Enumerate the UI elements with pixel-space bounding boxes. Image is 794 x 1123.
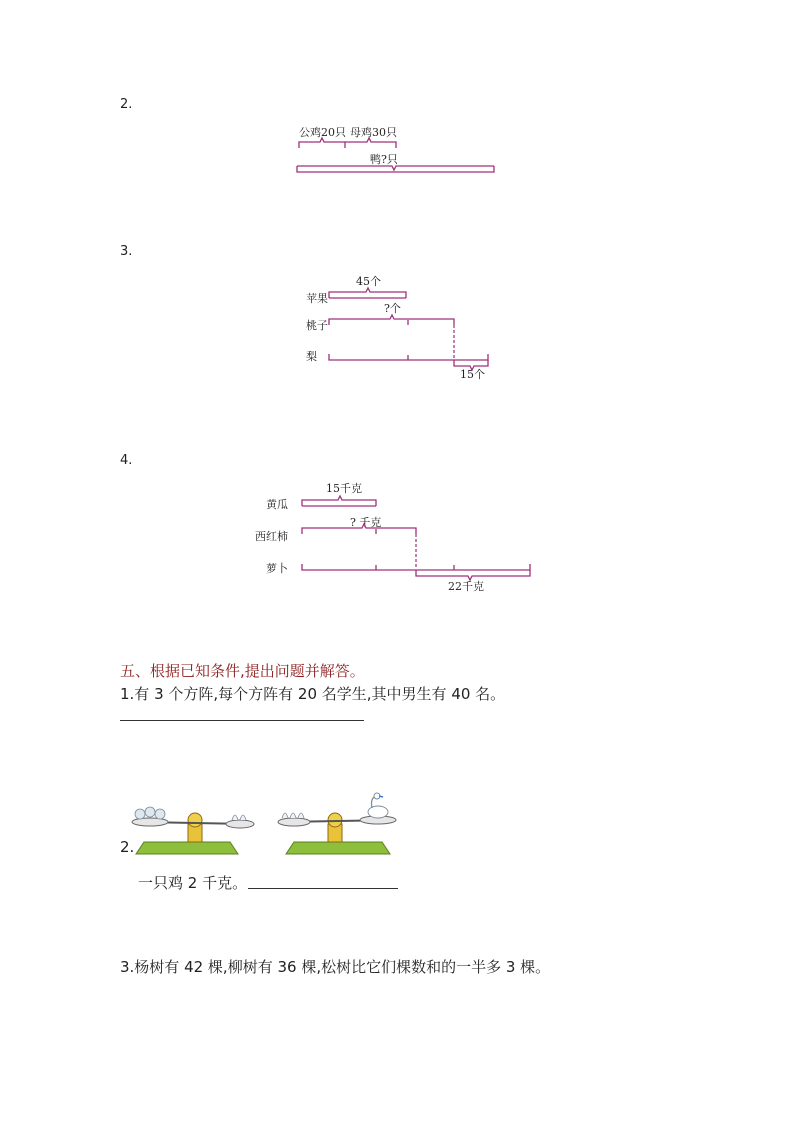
section-5-title: 五、根据已知条件,提出问题并解答。 [120, 662, 365, 680]
question-number-4: 4. [120, 453, 133, 468]
problem-1-answer-line[interactable] [120, 720, 364, 721]
problem-2-number: 2. [120, 838, 135, 856]
pear-extra-brace [454, 360, 488, 370]
fruit-diagram [300, 270, 500, 385]
balance-scale-1 [132, 807, 254, 854]
pear-extra-label: 15个 [460, 368, 485, 381]
duck-label: 鸭?只 [370, 153, 398, 166]
tomato-brace [302, 524, 416, 534]
rooster-brace [299, 138, 345, 148]
question-number-3: 3. [120, 244, 133, 259]
cucumber-value-label: 15千克 [326, 482, 362, 495]
vegetable-diagram [250, 476, 540, 596]
apple-brace [329, 288, 406, 298]
tomato-label: 西红柿 [255, 530, 288, 543]
pear-label: 梨 [306, 350, 317, 363]
question-number-2: 2. [120, 97, 133, 112]
peach-label: 桃子 [306, 319, 328, 332]
apple-value-label: 45个 [356, 275, 381, 288]
peach-value-label: ?个 [384, 302, 401, 315]
balance-scales-illustration [128, 790, 398, 860]
chicken-duck-diagram [290, 120, 510, 180]
hen-brace [345, 138, 396, 148]
apple-label: 苹果 [306, 292, 328, 305]
cucumber-brace [302, 496, 376, 506]
problem-3-text: 3.杨树有 42 棵,柳树有 36 棵,松树比它们棵数和的一半多 3 棵。 [120, 958, 551, 976]
cucumber-label: 黄瓜 [266, 498, 288, 511]
problem-2-text: 一只鸡 2 千克。 [138, 874, 248, 892]
problem-1-text: 1.有 3 个方阵,每个方阵有 20 名学生,其中男生有 40 名。 [120, 685, 506, 703]
peach-brace [329, 315, 454, 325]
radish-extra-brace [416, 570, 530, 580]
hen-label: 母鸡30只 [350, 126, 397, 139]
problem-2-answer-line[interactable] [248, 888, 398, 889]
radish-label: 萝卜 [266, 562, 288, 575]
radish-extra-label: 22千克 [448, 580, 484, 593]
balance-scale-2 [278, 793, 396, 854]
tomato-value-label: ? 千克 [350, 516, 382, 529]
rooster-label: 公鸡20只 [299, 126, 346, 139]
